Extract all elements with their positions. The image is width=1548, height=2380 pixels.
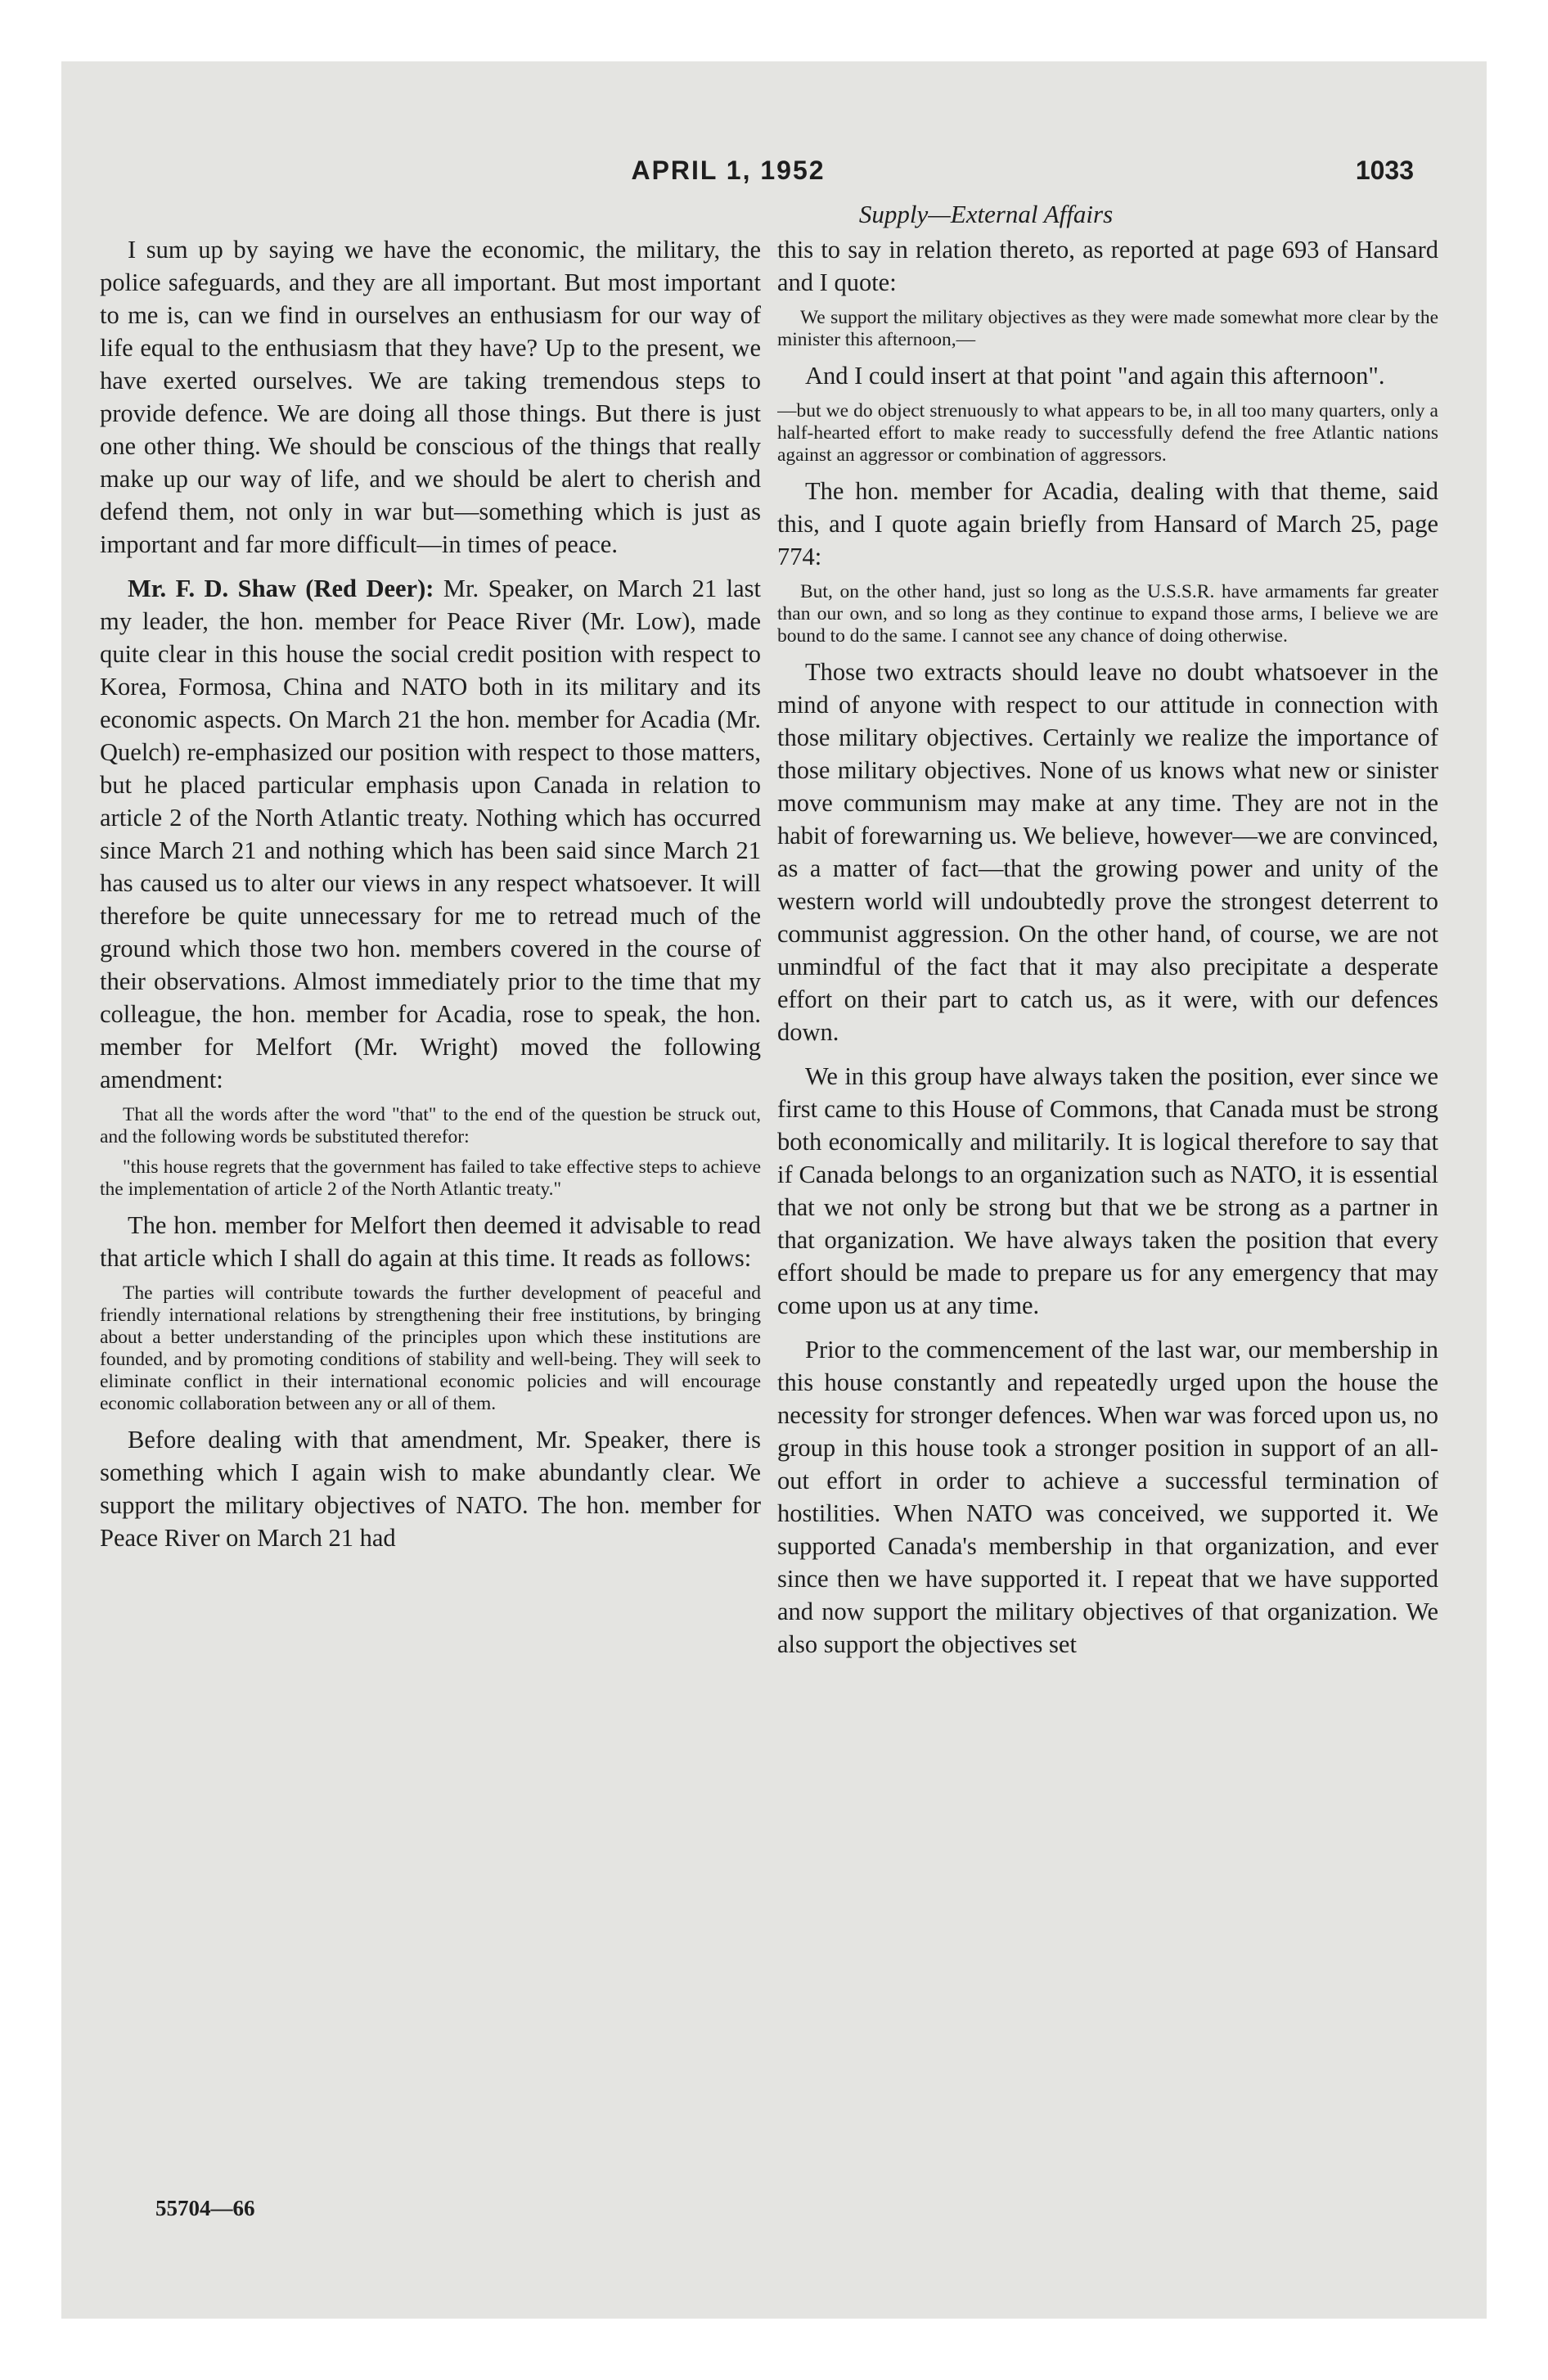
paragraph: Those two extracts should leave no doubt whatsoever in the mind of anyone with respect to our attitude in connection with those military objectives. Certainly we realize the importance of those military objectives. None of us knows what new or sinister move communism may make at any time. They are not in the habit of forewarning us. We believe, however—we are convinced, as a matter of fact—that the growing power and unity of the western world will undoubtedly prove the strongest deterrent to communist aggression. On the other hand, of course, we are not unmindful of the fact that it may also precipitate a desperate effort on their part to catch us, as it were, with our defences down.	[777, 658, 1438, 1046]
quoted-article: The parties will contribute towards the further development of peaceful and friendly international relations by strengthening their free institutions, by bringing about a better understanding of the principles upon which these institutions are founded, and by promoting conditions of stability and well-being. They will seek to eliminate conflict in their international economic policies and will encourage economic collaboration between any or all of them.	[100, 1282, 761, 1414]
quoted-amendment-text: "this house regrets that the government has failed to take effective steps to achieve the implementation of article 2 of the North Atlantic treaty."	[100, 1156, 761, 1200]
paragraph: I sum up by saying we have the economic, the military, the police safeguards, and they are all important. But most important to me is, can we find in ourselves an enthusiasm for our way of life equal to the enthusiasm that they have? Up to the present, we have exerted ourselves. We are taking tremendous steps to provide defence. We are doing all those things. But there is just one other thing. We should be conscious of the things that really make up our way of life, and we should be alert to cherish and defend them, not only in war but—something which is just as important and far more difficult—in times of peace.	[100, 236, 761, 558]
page-header	[556, 156, 1414, 196]
paragraph: Before dealing with that amendment, Mr. Speaker, there is something which I again wish to make abundantly clear. We support the military objectives of NATO. The hon. member for Peace River on March 21 had	[100, 1426, 761, 1552]
page-date: APRIL 1, 1952	[631, 156, 826, 185]
left-column	[100, 233, 761, 2140]
page-number: 1033	[1355, 156, 1414, 185]
paragraph: this to say in relation thereto, as reported at page 693 of Hansard and I quote:	[777, 236, 1438, 296]
right-column	[777, 233, 1438, 2140]
speaker-text: Mr. Speaker, on March 21 last my leader, the hon. member for Peace River (Mr. Low), made quite clear in this house the social credit position with respect to Korea, Formosa, China and NATO both in its military and its economic aspects. On March 21 the hon. member for Acadia (Mr. Quelch) re-emphasized our position with respect to those matters, but he placed particular emphasis upon Canada in relation to article 2 of the North Atlantic treaty. Nothing which has occurred since March 21 and nothing which has been said since March 21 has caused us to alter our views in any respect whatsoever. It will therefore be quite unnecessary for me to retread much of the ground which those two hon. members covered in the course of their observations. Almost immediately prior to the time that my colleague, the hon. member for Acadia, rose to speak, the hon. member for Melfort (Mr. Wright) moved the following amendment:	[100, 575, 761, 1093]
paragraph: The hon. member for Melfort then deemed it advisable to read that article which I shall do again at this time. It reads as follows:	[100, 1211, 761, 1272]
paragraph: We in this group have always taken the position, ever since we first came to this House of Commons, that Canada must be strong both economically and militarily. It is logical therefore to say that if Canada belongs to an organization such as NATO, it is essential that we not only be strong but that we be strong as a partner in that organization. We have always taken the position that every effort should be made to prepare us for any emergency that may come upon us at any time.	[777, 1062, 1438, 1319]
paragraph: Prior to the commencement of the last war, our membership in this house constantly and repeatedly urged upon the house the necessity for stronger defences. When war was forced upon us, no group in this house took a stronger position in support of an all-out effort in order to achieve a successful termination of hostilities. When NATO was conceived, we supported it. We supported Canada's membership in that organization, and ever since then we have supported it. I repeat that we have supported and now support the military objectives of that organization. We also support the objectives set	[777, 1336, 1438, 1658]
quote: But, on the other hand, just so long as the U.S.S.R. have armaments far greater than our own, and so long as they continue to expand those arms, I believe we are bound to do the same. I cannot see any chance of doing otherwise.	[777, 581, 1438, 647]
quoted-amendment: That all the words after the word "that" to the end of the question be struck out, and the following words be substituted therefor:	[100, 1104, 761, 1147]
quote: We support the military objectives as they were made somewhat more clear by the minister this afternoon,—	[777, 307, 1438, 350]
section-heading: Supply—External Affairs	[858, 200, 1114, 228]
quote: —but we do object strenuously to what appears to be, in all too many quarters, only a half-hearted effort to make ready to successfully defend the free Atlantic nations against an aggressor or combination of aggressors.	[777, 400, 1438, 466]
paragraph: The hon. member for Acadia, dealing with that theme, said this, and I quote again briefly from Hansard of March 25, page 774:	[777, 477, 1438, 570]
speaker-paragraph	[100, 572, 761, 1096]
footer-code: 55704—66	[155, 2196, 255, 2220]
paragraph: And I could insert at that point "and again this afternoon".	[805, 362, 1385, 390]
speaker-name: Mr. F. D. Shaw (Red Deer):	[128, 575, 434, 602]
